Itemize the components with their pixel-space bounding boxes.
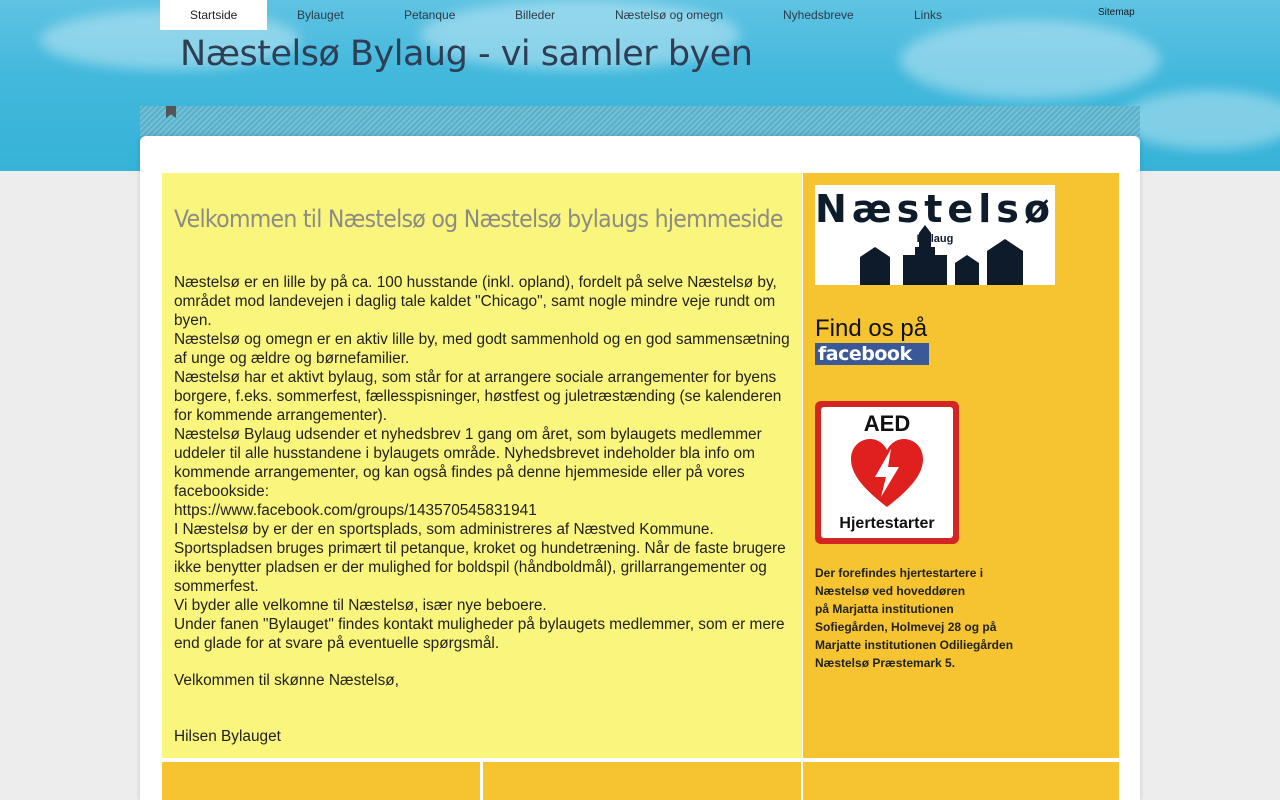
cloud-decoration — [900, 20, 1160, 100]
main-navigation — [140, 106, 1140, 136]
paragraph: Vi byder alle velkomne til Næstelsø, især nye beboere. — [174, 597, 547, 614]
aed-line: Der forefindes hjertestartere i — [815, 566, 984, 580]
paragraph: Næstelsø er en lille by på ca. 100 husstande (inkl. opland), fordelt på selve Næstelsø by, området mod landevejen i daglig tale kaldet "Chicago", samt nogle mindre veje rundt om byen. — [174, 274, 777, 329]
facebook-logo-link[interactable]: facebook — [815, 343, 929, 365]
aed-line: Næstelsø Præstemark 5. — [815, 656, 956, 670]
aed-title: AED — [863, 411, 911, 436]
nav-item-label: Billeder — [515, 8, 556, 22]
heart-lightning-icon — [851, 439, 923, 509]
nav-item-bylauget[interactable] — [297, 0, 344, 30]
bylaug-logo — [815, 185, 1055, 285]
town-silhouette-icon — [815, 225, 1055, 285]
find-us-label: Find os på — [815, 315, 928, 342]
welcome-heading: Velkommen til Næstelsø og Næstelsø bylaugs hjemmeside — [174, 205, 783, 233]
nav-item-naestelso-og-omegn[interactable] — [615, 0, 723, 30]
paragraph: Under fanen "Bylauget" findes kontakt muligheder på bylaugets medlemmer, som er mere end glade for at svare på eventuelle spørgsmål. — [174, 616, 785, 652]
site-title: Næstelsø Bylaug - vi samler byen — [180, 34, 753, 74]
nav-item-links[interactable] — [914, 0, 942, 30]
aed-line: Marjatte institutionen Odiliegården — [815, 638, 1014, 652]
logo-subtitle: Bylaug — [916, 233, 954, 245]
aed-line: Sofiegården, Holmevej 28 og på — [815, 620, 997, 634]
nav-item-label: Links — [914, 8, 943, 22]
nav-item-label: Startside — [190, 8, 238, 22]
sidebar — [803, 173, 1119, 758]
nav-item-label: Petanque — [404, 8, 456, 22]
aed-sign-inner — [821, 407, 953, 538]
welcome-text — [174, 273, 792, 746]
facebook-group-link[interactable]: https://www.facebook.com/groups/143570545831941 — [174, 502, 537, 519]
sitemap-link[interactable]: Sitemap — [1098, 7, 1135, 18]
nav-item-label: Bylauget — [297, 8, 344, 22]
paragraph: Næstelsø har et aktivt bylaug, som står for at arrangere sociale arrangementer for byens borgere, f.eks. sommerfest, fællesspisninger, høstfest og juletræstænding (se kalenderen for kommende arrangementer). — [174, 369, 782, 424]
nav-item-startside[interactable] — [160, 0, 267, 30]
paragraph: Næstelsø Bylaug udsender et nyhedsbrev 1 gang om året, som bylaugets medlemmer uddeler til alle husstandene i bylaugets område. Nyhedsbrevet indeholder bla info om kommende arrangementer, og kan også findes på denne hjemmeside eller på vores facebookside: — [174, 426, 762, 500]
aed-line: på Marjatta institutionen — [815, 602, 954, 616]
nav-item-petanque[interactable] — [404, 0, 455, 30]
bottom-panel — [483, 762, 801, 800]
main-content — [162, 173, 802, 758]
paragraph: Næstelsø og omegn er en aktiv lille by, med godt sammenhold og en god sammensætning af unge og ældre og børnefamilier. — [174, 331, 790, 367]
cloud-decoration — [1120, 90, 1280, 150]
nav-item-label: Nyhedsbreve — [783, 8, 854, 22]
aed-line: Næstelsø ved hoveddøren — [815, 584, 966, 598]
nav-item-label: Næstelsø og omegn — [615, 8, 724, 22]
aed-label: Hjertestarter — [839, 515, 935, 532]
closing-text: Velkommen til skønne Næstelsø, — [174, 672, 399, 689]
signature-text: Hilsen Bylauget — [174, 728, 281, 745]
nav-item-nyhedsbreve[interactable] — [783, 0, 854, 30]
nav-item-billeder[interactable] — [515, 0, 555, 30]
aed-locations-text — [815, 564, 1105, 672]
bottom-panel — [162, 762, 480, 800]
paragraph: I Næstelsø by er der en sportsplads, som administreres af Næstved Kommune. Sportspladsen bruges primært til petanque, kroket og hundetræning. Når de faste brugere ikke benytter pladsen er der mulighed for boldspil (håndboldmål), grillarrangementer og sommerfest. — [174, 521, 786, 595]
logo-wordmark: Næstelsø — [815, 187, 1055, 231]
aed-sign — [815, 401, 959, 544]
bottom-panel — [803, 762, 1119, 800]
